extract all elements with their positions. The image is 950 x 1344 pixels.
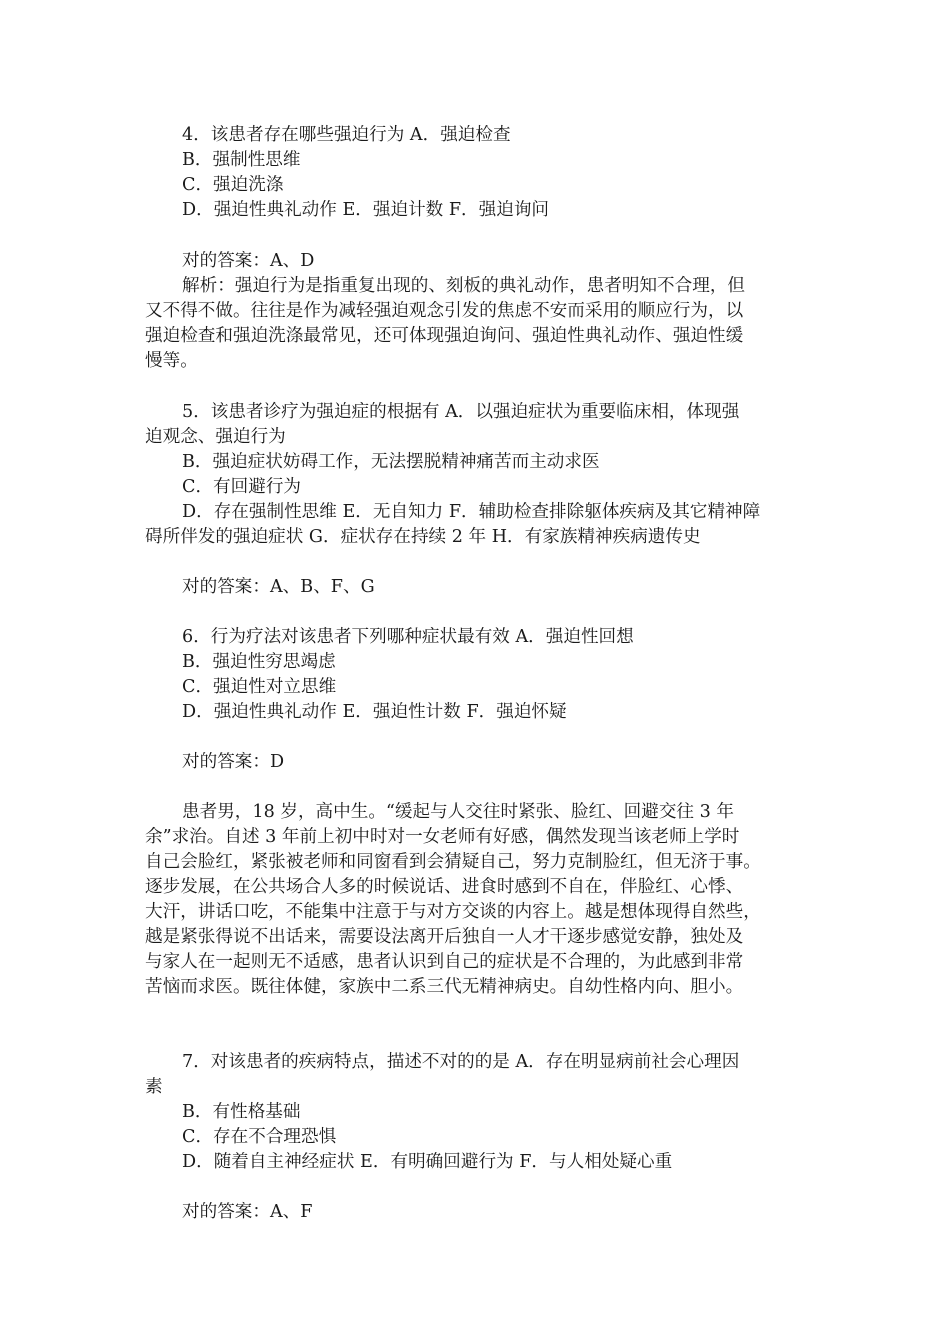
q7-option-b: B．有性格基础 [182,1102,301,1122]
case-text-line: 大汗，讲话口吃，不能集中注意于与对方交谈的内容上。越是想体现得自然些， [145,902,761,922]
q4-option-d: D．强迫性典礼动作 E．强迫计数 F．强迫询问 [182,200,550,220]
q4-analysis-line: 强迫检查和强迫洗涤最常见，还可体现强迫询问、强迫性典礼动作、强迫性缓 [145,326,744,346]
case-text-line: 苦恼而求医。既往体健，家族中二系三代无精神病史。自幼性格内向、胆小。 [145,977,744,997]
case-text-line: 患者男，18 岁，高中生。“缓起与人交往时紧张、脸红、回避交往 3 年 [182,802,734,822]
q4-analysis-line: 慢等。 [145,351,198,371]
q5-option-d-cont: 碍所伴发的强迫症状 G．症状存在持续 2 年 H．有家族精神疾病遗传史 [145,527,701,547]
q4-analysis-line: 解析：强迫行为是指重复出现的、刻板的典礼动作，患者明知不合理，但 [182,276,746,296]
q4-option-c: C．强迫洗涤 [182,175,284,195]
q5-answer: 对的答案：A、B、F、G [182,577,375,597]
case-text-line: 与家人在一起则无不适感，患者认识到自己的症状是不合理的，为此感到非常 [145,952,744,972]
q4-stem: 4．该患者存在哪些强迫行为 A．强迫检查 [182,125,511,145]
q6-option-c: C．强迫性对立思维 [182,677,337,697]
q5-stem-cont: 迫观念、强迫行为 [145,427,286,447]
q6-option-d: D．强迫性典礼动作 E．强迫性计数 F．强迫怀疑 [182,702,567,722]
q7-stem: 7．对该患者的疾病特点，描述不对的的是 A．存在明显病前社会心理因 [182,1052,740,1072]
q6-stem: 6．行为疗法对该患者下列哪种症状最有效 A．强迫性回想 [182,627,634,647]
q7-stem-cont: 素 [145,1077,163,1097]
q5-option-d: D．存在强制性思维 E．无自知力 F．辅助检查排除躯体疾病及其它精神障 [182,502,761,522]
case-text-line: 自己会脸红，紧张被老师和同窗看到会猜疑自己，努力克制脸红，但无济于事。 [145,852,761,872]
case-text-line: 逐步发展，在公共场合人多的时候说话、进食时感到不自在，伴脸红、心悸、 [145,877,744,897]
q4-analysis-line: 又不得不做。往往是作为减轻强迫观念引发的焦虑不安而采用的顺应行为，以 [145,301,744,321]
q6-answer: 对的答案：D [182,752,285,772]
case-text-line: 越是紧张得说不出话来，需要设法离开后独自一人才干逐步感觉安静，独处及 [145,927,744,947]
case-text-line: 余”求治。自述 3 年前上初中时对一女老师有好感，偶然发现当该老师上学时 [145,827,740,847]
q7-option-d: D．随着自主神经症状 E．有明确回避行为 F．与人相处疑心重 [182,1152,673,1172]
q4-answer: 对的答案：A、D [182,251,315,271]
q7-option-c: C．存在不合理恐惧 [182,1127,337,1147]
q6-option-b: B．强迫性穷思竭虑 [182,652,336,672]
q7-answer: 对的答案：A、F [182,1202,313,1222]
q4-option-b: B．强制性思维 [182,150,301,170]
q5-stem: 5．该患者诊疗为强迫症的根据有 A．以强迫症状为重要临床相，体现强 [182,402,740,422]
q5-option-c: C．有回避行为 [182,477,302,497]
q5-option-b: B．强迫症状妨碍工作，无法摆脱精神痛苦而主动求医 [182,452,600,472]
